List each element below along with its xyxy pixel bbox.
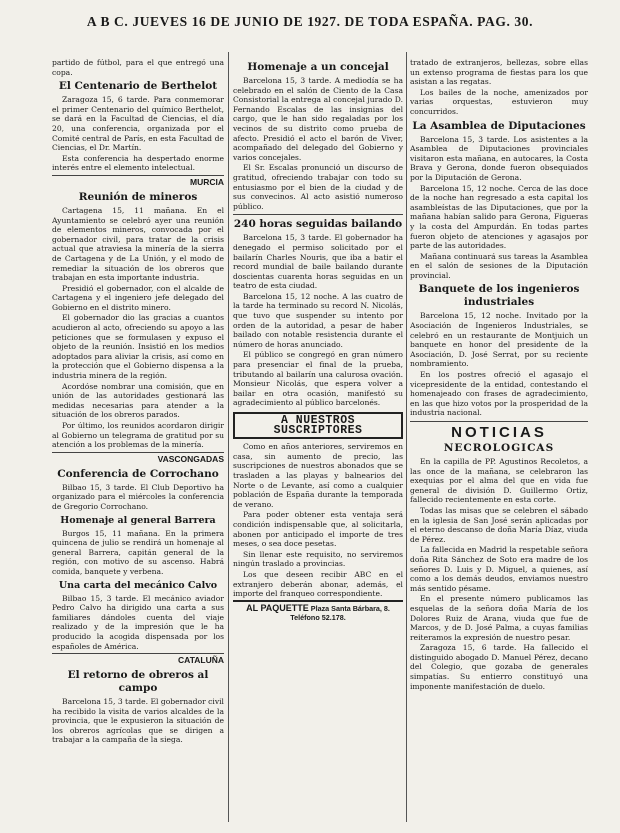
article-text: Barcelona 15, 12 noche. Cerca de las doce de la noche han regresado a esta capital los asambleístas de las Diputaciones, que por la mañana habían salido para Gerona, Figueras y la costa del Ampurdán. En todas partes fueron objeto de atenciones y agasajos por parte de las autoridades.: [410, 183, 588, 251]
article-text: Esta conferencia ha despertado enorme interés entre el elemento intelectual.: [52, 153, 224, 173]
headline-corrochano: Conferencia de Corrochano: [57, 467, 219, 480]
article-text: Cartagena 15, 11 mañana. En el Ayuntamiento se celebró ayer una reunión de elementos mineros, convocada por el gobernador civil, para tratar de la crisis actual que atraviesa la minería de la sierra de Cartagena y de La Unión, y el modo de remediar la situación de los obreros que trabajan en esta importante industria.: [52, 205, 224, 283]
article-text: Barcelona 15, 3 tarde. El gobernador civil ha recibido la visita de varios alcaldes de la provincia, que le expusieron la situación de los obreros agrícolas que se dirigen a trabajar a la campaña de la siega.: [52, 697, 224, 745]
article-text: Barcelona 15, 12 noche. A las cuatro de la tarde ha terminado su record N. Nicolás, que tuvo que suspender su intento por orden de la autoridad, a pesar de haber bailado con notable resistencia durante el número de horas anunciado.: [233, 291, 403, 349]
headline-bailando: 240 horas seguidas bailando: [233, 218, 403, 231]
article-text: Los bailes de la noche, amenizados por varias orquestas, estuvieron muy concurridos.: [410, 87, 588, 116]
divider: [233, 214, 403, 215]
headline-asamblea: La Asamblea de Diputaciones: [412, 119, 586, 132]
article-text: Bilbao 15, 3 tarde. El mecánico aviador Pedro Calvo ha dirigido una carta a sus familiares dándoles cuenta del viaje realizado y de la impresión que le ha producido la acogida dispensada por los españoles de América.: [52, 593, 224, 651]
article-text: partido de fútbol, para el que entregó una copa.: [52, 58, 224, 77]
ad-text: Para poder obtener esta ventaja será condición indispensable que, al solicitarla, abonen por anticipado el importe de tres meses, o sea doce pesetas.: [233, 510, 403, 549]
headline-calvo: Una carta del mecánico Calvo: [58, 579, 218, 591]
article-text: La fallecida en Madrid la respetable señora doña Rita Sánchez de Soto era madre de los señores D. Luis y D. Miguel, a quienes, así como a los demás deudos, enviamos nuestro más sentido pésame.: [410, 545, 588, 593]
column-rule: [228, 52, 229, 822]
headline-concejal: Homenaje a un concejal: [247, 61, 389, 73]
column-left: [52, 58, 224, 746]
article-text: Barcelona 15, 3 tarde. El gobernador ha denegado el permiso solicitado por el bailarín Charles Nouris, que iba a batir el record mundial de baile bailando durante doscientas cuarenta horas seguidas en un teatro de esta ciudad.: [233, 233, 403, 291]
ad-text: Como en años anteriores, serviremos en casa, sin aumento de precio, las suscripciones de nuestros abonados que se trasladen a las playas y balnearios del Norte o de Levante, así como a cualquier población de España durante la temporada de verano.: [233, 442, 403, 509]
section-title-necrologicas: NECROLOGICAS: [443, 442, 555, 454]
page-header: A B C. JUEVES 16 DE JUNIO DE 1927. DE TODA ESPAÑA. PAG. 30.: [86, 14, 534, 29]
article-text: En la capilla de PP. Agustinos Recoletos, a las once de la mañana, se celebraron las exequias por el alma del que en vida fue general de división D. Guillermo Ortiz, fallecido recientemente en esta corte.: [410, 457, 588, 505]
column-rule: [406, 52, 407, 822]
article-text: Por último, los reunidos acordaron dirigir al Gobierno un telegrama de gratitud por su atención a los problemas de la minería.: [52, 421, 224, 450]
headline-obreros: El retorno de obreros al campo: [67, 669, 209, 695]
divider: [410, 421, 588, 422]
ad-text: Sin llenar este requisito, no serviremos ningún traslado a provincias.: [233, 549, 403, 569]
article-text: En el presente número publicamos las esquelas de la señora doña María de los Dolores Ruiz de Arana, viuda que fue de Marcos, y de D. José Palma, a cuyas familias reiteramos la expresión de nuestro pesar.: [410, 594, 588, 642]
article-text: Presidió el gobernador, con el alcalde de Cartagena y el ingeniero jefe delegado del Gobierno en el distrito minero.: [52, 283, 224, 312]
column-right: [410, 58, 588, 692]
region-label-vascongadas: VASCONGADAS: [52, 452, 224, 465]
ad-address: Plaza Santa Bárbara, 8. Teléfono 52.178.: [290, 603, 390, 622]
article-text: Todas las misas que se celebren el sábado en la iglesia de San José serán aplicadas por el eterno descanso de doña María Díaz, viuda de Pérez.: [410, 505, 588, 544]
article-text: Zaragoza 15, 6 tarde. Para conmemorar el primer Centenario del químico Berthelot, se dará en la Facultad de Ciencias, el día 20, una conferencia, organizada por el Comité central de París, en esta Facultad de Ciencias, el Dr. Martín.: [52, 95, 224, 153]
headline-ingenieros: Banquete de los ingenieros industriales: [418, 283, 580, 309]
article-text: El Sr. Escalas pronunció un discurso de gratitud, ofreciendo trabajar con todo su entusiasmo por el bien de la ciudad y de sus convecinos. Al acto asistió numeroso público.: [233, 163, 403, 211]
headline-barrera: Homenaje al general Barrera: [60, 514, 216, 526]
ad-text: Los que deseen recibir ABC en el extranjero deberán abonar, además, el importe del franqueo correspondiente.: [233, 569, 403, 599]
article-text: Bilbao 15, 3 tarde. El Club Deportivo ha organizado para el miércoles la conferencia de Gregorio Corrochano.: [52, 482, 224, 511]
article-text: Barcelona 15, 12 noche. Invitado por la Asociación de Ingenieros Industriales, se celebró en un restaurante de Montjuich un banquete en honor del presidente de la Asociación, D. José Serrat, por su reciente nombramiento.: [410, 311, 588, 369]
article-text: Burgos 15, 11 mañana. En la primera quincena de julio se rendirá un homenaje al general Barrera, capitán general de la región, con motivo de su ascenso. Habrá comida, banquete y verbena.: [52, 528, 224, 576]
article-text: Zaragoza 15, 6 tarde. Ha fallecido el distinguido abogado D. Manuel Pérez, decano del Colegio, que gozaba de generales simpatías. Su entierro constituyó una imponente manifestación de duelo.: [410, 643, 588, 691]
article-text: Barcelona 15, 3 tarde. Los asistentes a la Asamblea de Diputaciones provinciales visitaron esta mañana, en autocares, la Costa Brava y Gerona, donde fueron obsequiados por la Diputación de Gerona.: [410, 134, 588, 182]
article-text: Acordóse nombrar una comisión, que en unión de las autoridades gestionará las medidas necesarias para atender a la situación de los obreros parados.: [52, 381, 224, 420]
column-middle: [233, 58, 403, 622]
article-text: Barcelona 15, 3 tarde. A mediodía se ha celebrado en el salón de Ciento de la Casa Consistorial la entrega al concejal jurado D. Fernando Escalas de las insignias del cargo, que le han sido regaladas por los vecinos de su distrito como prueba de afecto. Presidió el acto el barón de Viver, acompañado del delegado del Gobierno y varios concejales.: [233, 76, 403, 162]
ad-footer: [233, 600, 403, 622]
article-text: tratado de extranjeros, bellezas, sobre ellas un extenso programa de fiestas para los que asistan a las regatas.: [410, 58, 588, 87]
region-label-cataluna: CATALUÑA: [52, 653, 224, 666]
section-title-noticias: NOTICIAS: [451, 424, 547, 441]
region-label-murcia: MURCIA: [52, 175, 224, 188]
headline-centenario: El Centenario de Berthelot: [58, 80, 218, 93]
headline-mineros: Reunión de mineros: [78, 190, 198, 203]
article-text: El gobernador dio las gracias a cuantos acudieron al acto, ofreciendo su apoyo a las peticiones que se formulasen y expuso el objeto de la reunión. Insistió en los medios adoptados para aliviar la crisis, así como en la protección que el Gobierno dispensa a la industria minera de la región.: [52, 313, 224, 381]
article-text: En los postres ofreció el agasajo el vicepresidente de la entidad, contestando el homenajeado con frases de agradecimiento, en las que hizo votos por la prosperidad de la industria nacional.: [410, 370, 588, 418]
ad-suscriptores-title: A NUESTROS SUSCRIPTORES: [233, 412, 403, 439]
article-text: Mañana continuará sus tareas la Asamblea en el salón de sesiones de la Diputación provincial.: [410, 251, 588, 280]
article-text: El público se congregó en gran número para presenciar el final de la prueba, tributando al bailarín una calurosa ovación. Monsieur Nicolás, que espera volver a bailar en otra ocasión, manifestó su agradecimiento al público barcelonés.: [233, 350, 403, 408]
ad-brand: AL PAQUETTE: [246, 602, 309, 613]
